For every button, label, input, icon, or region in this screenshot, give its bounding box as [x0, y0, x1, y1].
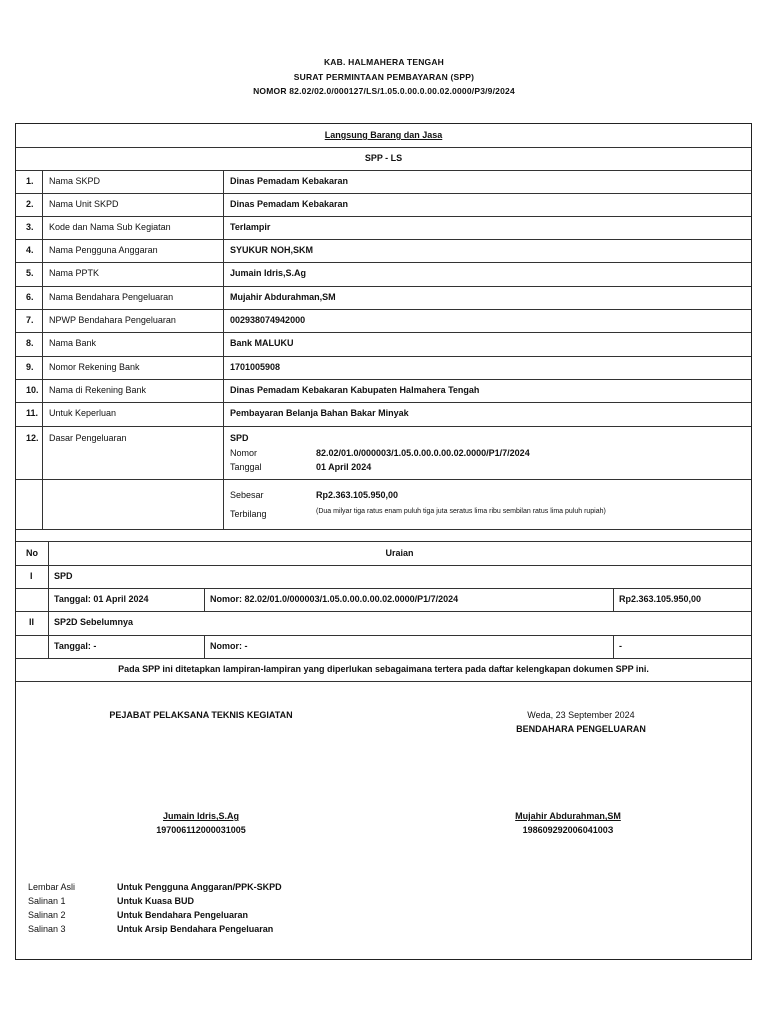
distribution-value: Untuk Pengguna Anggaran/PPK-SKPD: [117, 882, 282, 892]
sebesar-label: Sebesar: [230, 490, 264, 500]
divider: [16, 611, 751, 612]
right-signatory-name: Mujahir Abdurahman,SM: [515, 811, 621, 821]
divider: [16, 332, 751, 333]
distribution-label: Lembar Asli: [28, 882, 76, 892]
divider: [16, 479, 751, 480]
row-number: 7.: [26, 315, 34, 325]
distribution-value: Untuk Kuasa BUD: [117, 896, 195, 906]
row-label: Nama di Rekening Bank: [49, 385, 147, 395]
row-label: Nama Bank: [49, 338, 97, 348]
spd-nomor: Nomor: 82.02/01.0/000003/1.05.0.00.0.00.02.0000/P1/7/2024: [210, 594, 459, 604]
row-value: Jumain Idris,S.Ag: [230, 268, 307, 278]
divider: [16, 681, 751, 682]
row-value: Dinas Pemadam Kebakaran: [230, 199, 349, 209]
left-signatory-nip: 197006112000031005: [156, 825, 246, 835]
row-value: Pembayaran Belanja Bahan Bakar Minyak: [230, 408, 409, 418]
divider: [16, 635, 751, 636]
attachment-note: Pada SPP ini ditetapkan lampiran-lampiran yang diperlukan sebagaimana tertera pada daftar kelengkapan dokumen SPP ini.: [118, 664, 649, 674]
row-value: Terlampir: [230, 222, 271, 232]
row-value: Dinas Pemadam Kebakaran: [230, 176, 349, 186]
row-label: Nama Unit SKPD: [49, 199, 119, 209]
terbilang-value: (Dua milyar tiga ratus enam puluh tiga juta seratus lima ribu sembilan ratus lima puluh rupiah): [316, 508, 606, 515]
divider: [16, 216, 751, 217]
spp-type-code: SPP - LS: [364, 153, 403, 163]
spp-type-title: Langsung Barang dan Jasa: [324, 130, 443, 140]
sp2d-amount: -: [619, 641, 622, 651]
section-title: SP2D Sebelumnya: [54, 617, 134, 627]
left-signatory-name: Jumain Idris,S.Ag: [162, 811, 240, 821]
divider: [16, 379, 751, 380]
sp2d-tanggal: Tanggal: -: [54, 641, 97, 651]
row-value: Dinas Pemadam Kebakaran Kabupaten Halmahera Tengah: [230, 385, 480, 395]
row-number: 8.: [26, 338, 34, 348]
uraian-no-header: No: [26, 548, 38, 558]
divider: [16, 356, 751, 357]
row-label: Kode dan Nama Sub Kegiatan: [49, 222, 171, 232]
column-divider: [223, 170, 224, 529]
document-number: NOMOR 82.02/02.0/000127/LS/1.05.0.00.0.00.02.0000/P3/9/2024: [253, 86, 515, 96]
row-value: 002938074942000: [230, 315, 306, 325]
divider: [16, 426, 751, 427]
column-divider: [613, 588, 614, 611]
row-number: 3.: [26, 222, 34, 232]
divider: [16, 309, 751, 310]
row-number: 12.: [26, 433, 39, 443]
distribution-value: Untuk Arsip Bendahara Pengeluaran: [117, 924, 274, 934]
row-label: Nama Bendahara Pengeluaran: [49, 292, 174, 302]
divider: [16, 193, 751, 194]
header-region: KAB. HALMAHERA TENGAH: [323, 57, 445, 67]
left-signatory-title: PEJABAT PELAKSANA TEKNIS KEGIATAN: [109, 710, 293, 720]
row-label: Nama PPTK: [49, 268, 100, 278]
divider: [16, 147, 751, 148]
section-number: I: [30, 571, 33, 581]
place-date: Weda, 23 September 2024: [527, 710, 635, 720]
column-divider: [204, 635, 205, 658]
terbilang-label: Terbilang: [230, 509, 267, 519]
row-number: 11.: [26, 408, 39, 418]
spd-tanggal-value: 01 April 2024: [316, 462, 372, 472]
divider: [16, 286, 751, 287]
row-number: 10.: [26, 385, 39, 395]
row-value: 1701005908: [230, 362, 281, 372]
divider: [16, 239, 751, 240]
divider: [16, 588, 751, 589]
right-signatory-title: BENDAHARA PENGELUARAN: [516, 724, 646, 734]
row-label: Nama Pengguna Anggaran: [49, 245, 158, 255]
column-divider: [48, 541, 49, 658]
row-label: NPWP Bendahara Pengeluaran: [49, 315, 176, 325]
sp2d-nomor: Nomor: -: [210, 641, 248, 651]
sebesar-value: Rp2.363.105.950,00: [316, 490, 399, 500]
spp-form: [15, 123, 752, 960]
row-number: 4.: [26, 245, 34, 255]
column-divider: [204, 588, 205, 611]
uraian-header: Uraian: [385, 548, 414, 558]
row-number: 5.: [26, 268, 34, 278]
row-number: 9.: [26, 362, 34, 372]
divider: [16, 170, 751, 171]
row-label: Nomor Rekening Bank: [49, 362, 140, 372]
divider: [16, 529, 751, 530]
section-title: SPD: [54, 571, 73, 581]
section-number: II: [29, 617, 35, 627]
column-divider: [42, 170, 43, 529]
right-signatory-nip: 19860929200604100З: [522, 825, 614, 835]
row-label: Dasar Pengeluaran: [49, 433, 127, 443]
row-number: 2.: [26, 199, 34, 209]
distribution-label: Salinan 1: [28, 896, 66, 906]
distribution-label: Salinan 3: [28, 924, 66, 934]
spd-tanggal: Tanggal: 01 April 2024: [54, 594, 149, 604]
divider: [16, 565, 751, 566]
divider: [16, 402, 751, 403]
row-number: 1.: [26, 176, 34, 186]
row-value: Bank MALUKU: [230, 338, 294, 348]
distribution-label: Salinan 2: [28, 910, 66, 920]
spd-tanggal-label: Tanggal: [230, 462, 262, 472]
row-number: 6.: [26, 292, 34, 302]
distribution-value: Untuk Bendahara Pengeluaran: [117, 910, 249, 920]
document-title: SURAT PERMINTAAN PEMBAYARAN (SPP): [293, 72, 475, 82]
spd-amount: Rp2.363.105.950,00: [619, 594, 702, 604]
spd-nomor-label: Nomor: [230, 448, 258, 458]
spd-nomor-value: 82.02/01.0/000003/1.05.0.00.0.00.02.0000/P1/7/2024: [316, 448, 530, 458]
spd-label: SPD: [230, 433, 249, 443]
divider: [16, 262, 751, 263]
row-label: Untuk Keperluan: [49, 408, 117, 418]
column-divider: [613, 635, 614, 658]
row-value: Mujahir Abdurahman,SM: [230, 292, 336, 302]
row-value: SYUKUR NOH,SKM: [230, 245, 314, 255]
divider: [16, 658, 751, 659]
row-label: Nama SKPD: [49, 176, 101, 186]
divider: [16, 541, 751, 542]
